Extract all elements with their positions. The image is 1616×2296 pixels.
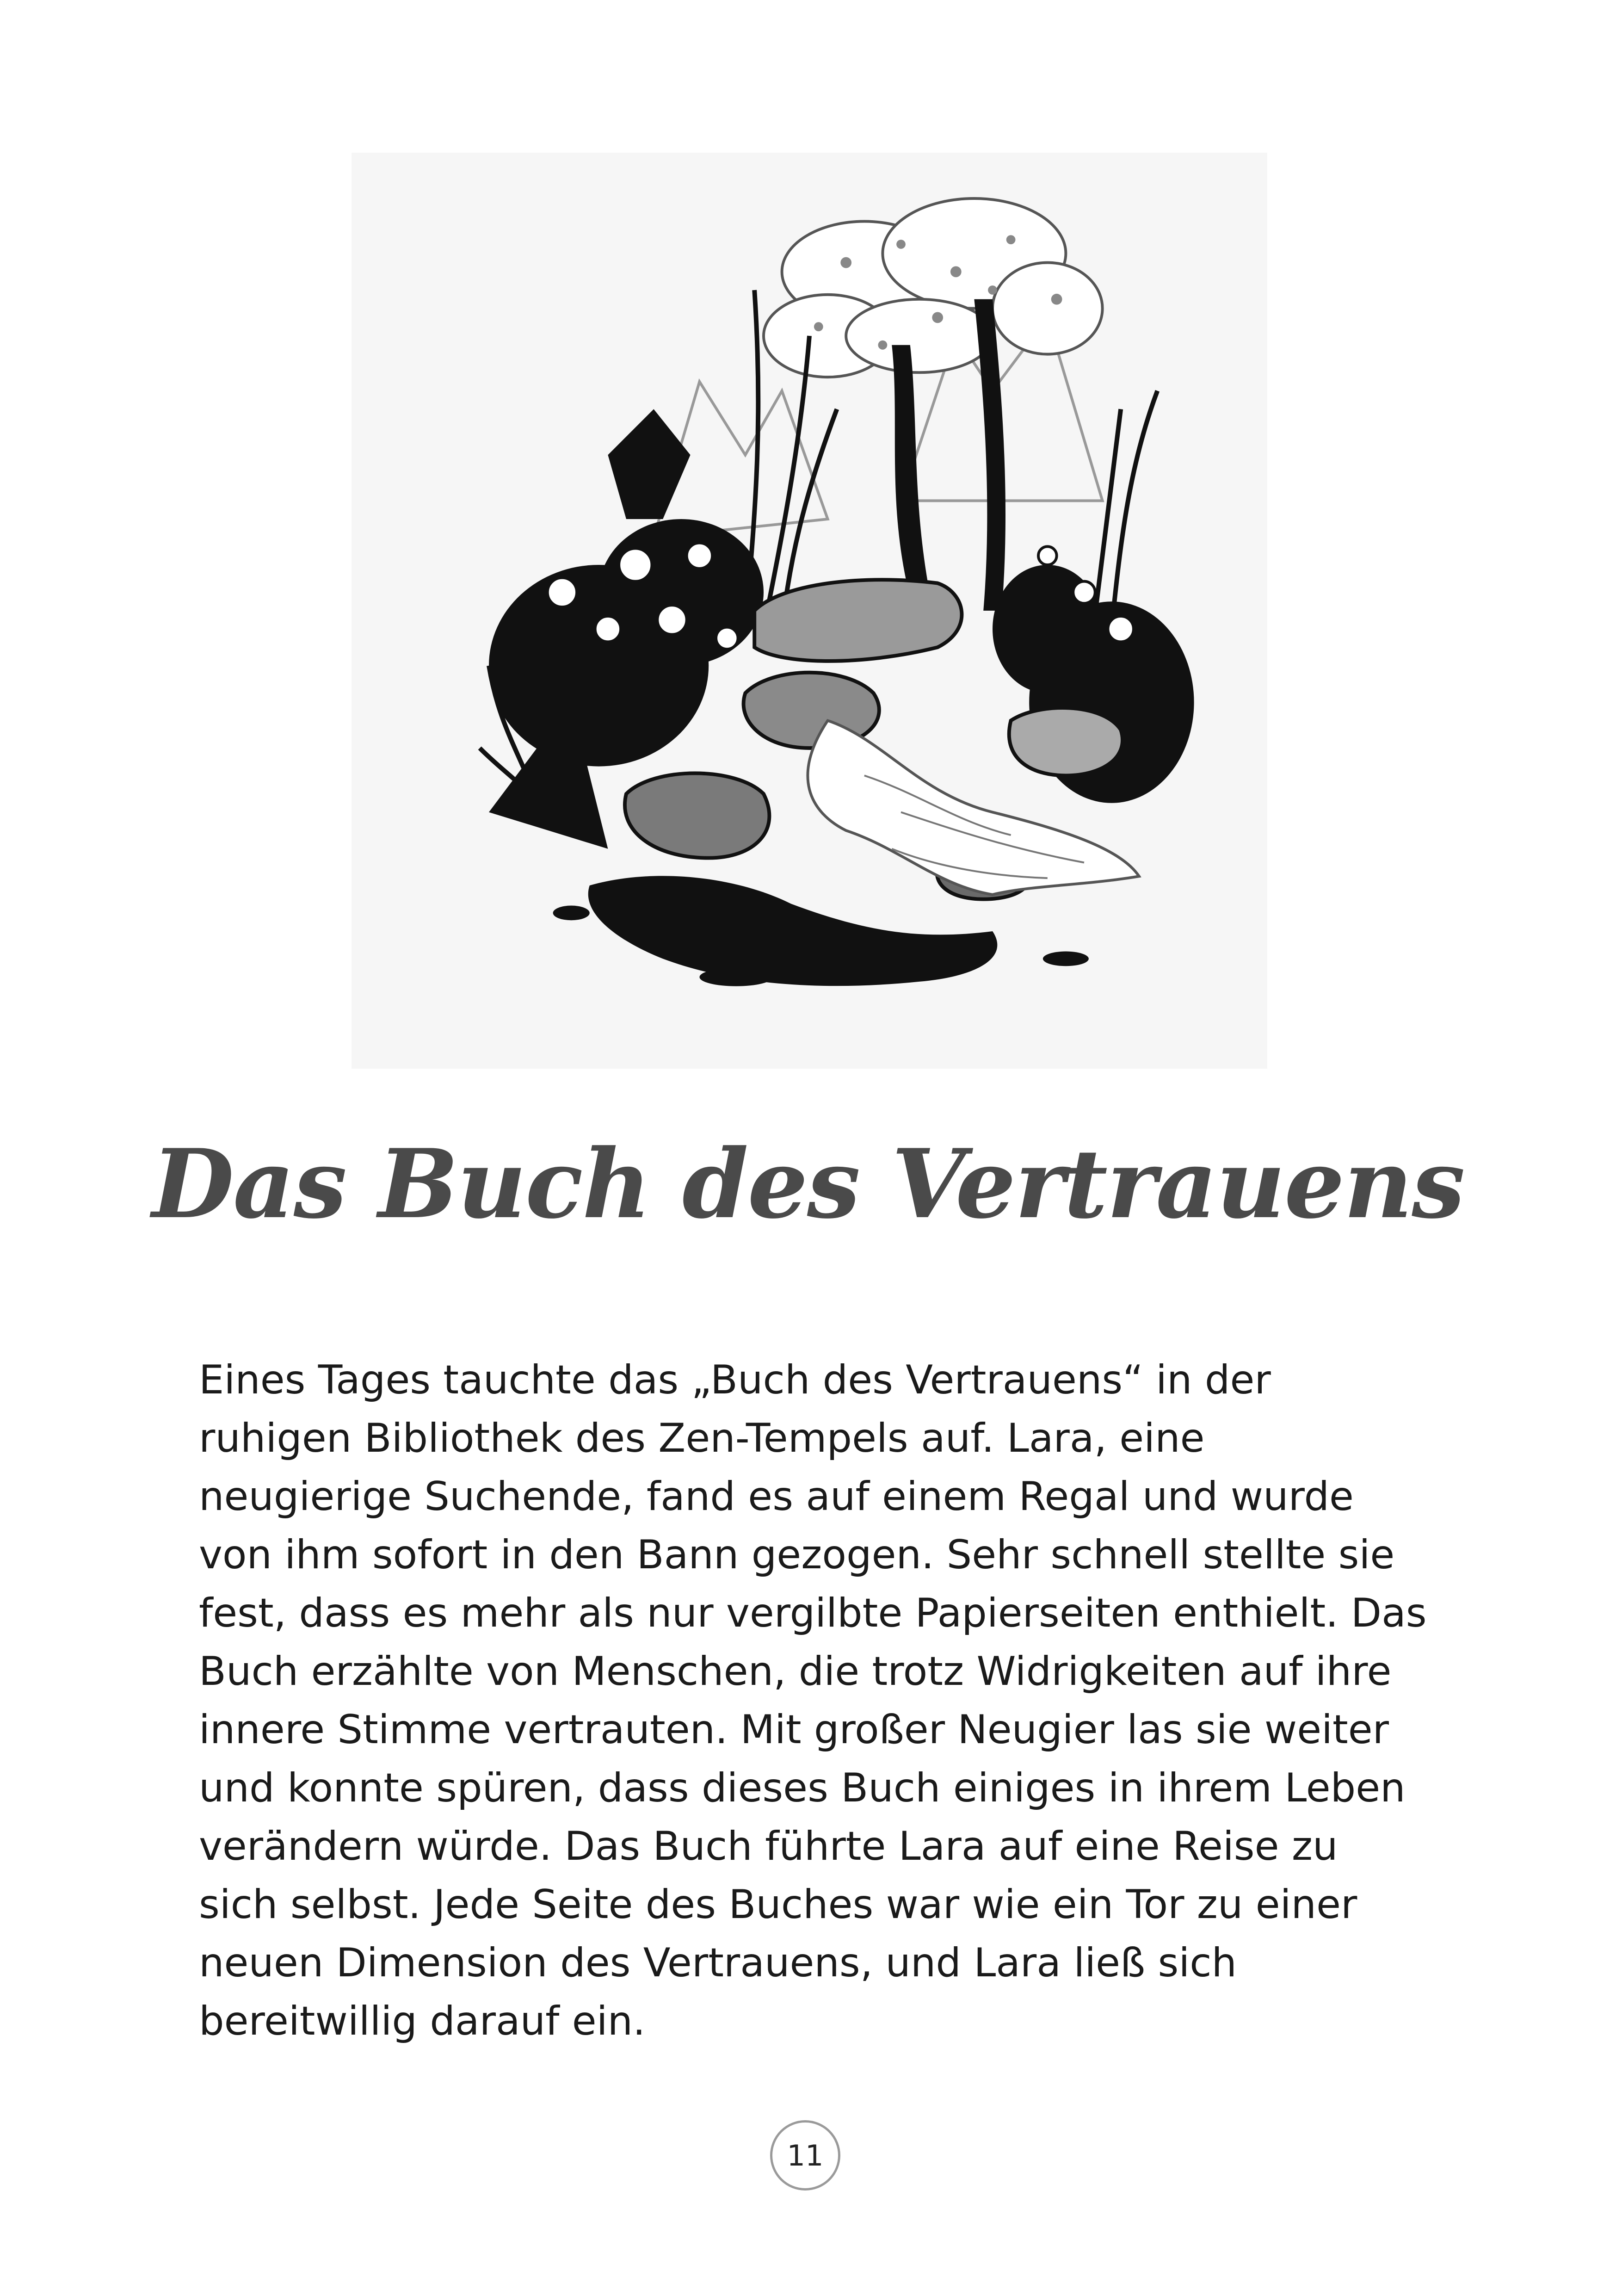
zen-garden-drawing (352, 153, 1267, 1069)
paragraph-line: ruhigen Bibliothek des Zen-Tempels auf. Lara, eine (199, 1415, 1205, 1461)
paragraph-line: Buch erzählte von Menschen, die trotz Widrigkeiten auf ihre (199, 1648, 1392, 1695)
paragraph-line: innere Stimme vertrauten. Mit großer Neugier las sie weiter (199, 1707, 1389, 1753)
paragraph-line: und konnte spüren, dass dieses Buch einiges in ihrem Leben (199, 1765, 1406, 1811)
paragraph-line: von ihm sofort in den Bann gezogen. Sehr schnell stellte sie (199, 1532, 1395, 1578)
zen-garden-illustration (352, 153, 1267, 1069)
paragraph-line: neuen Dimension des Vertrauens, und Lara ließ sich (199, 1940, 1237, 1986)
page-number: 11 (787, 2138, 824, 2172)
story-paragraph (199, 1351, 1438, 2050)
page-title: Das Buch des Vertrauens (152, 1129, 1464, 1240)
paragraph-line: sich selbst. Jede Seite des Buches war wie ein Tor zu einer (199, 1881, 1357, 1928)
paragraph-line: neugierige Suchende, fand es auf einem Regal und wurde (199, 1473, 1354, 1520)
paragraph-line: verändern würde. Das Buch führte Lara auf eine Reise zu (199, 1823, 1338, 1869)
page-number-badge (770, 2120, 840, 2191)
paragraph-line: Eines Tages tauchte das „Buch des Vertrauens“ in der (199, 1357, 1271, 1403)
paragraph-line: bereitwillig darauf ein. (199, 1998, 646, 2044)
paragraph-line: fest, dass es mehr als nur vergilbte Papierseiten enthielt. Das (199, 1590, 1427, 1636)
